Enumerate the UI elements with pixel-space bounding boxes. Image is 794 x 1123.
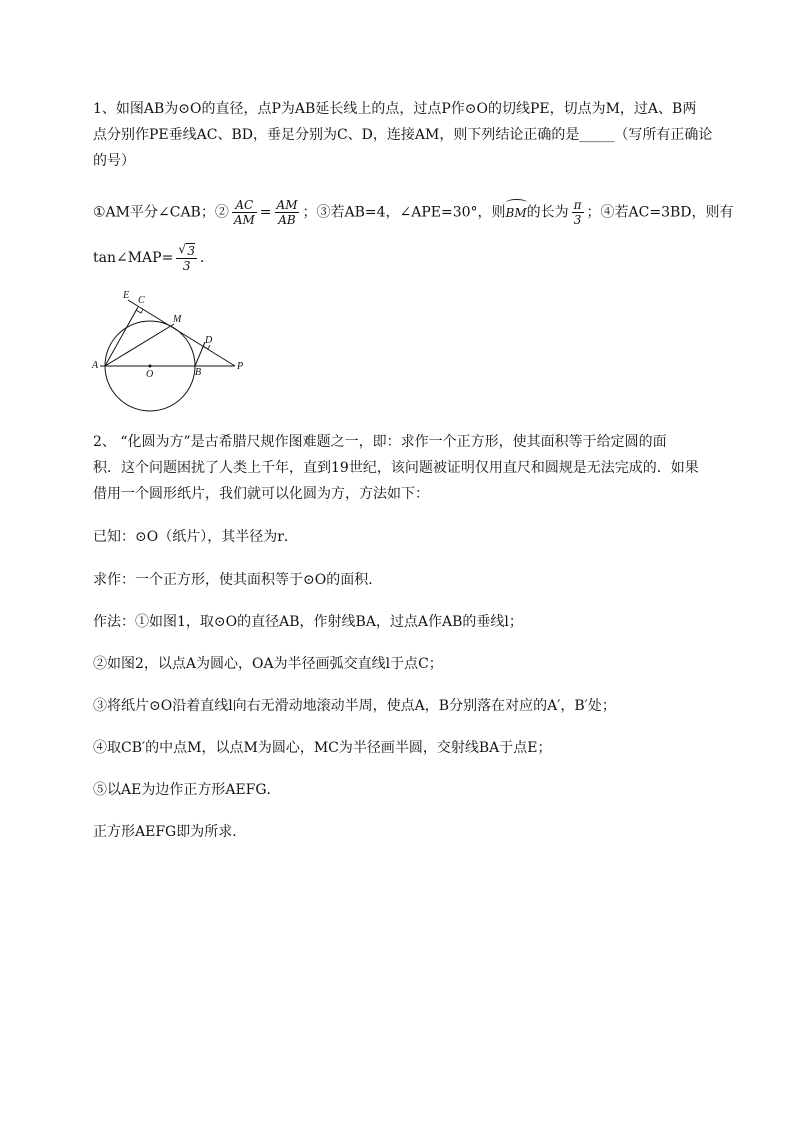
- q2-line-3: 借用一个圆形纸片，我们就可以化圆为方，方法如下：: [93, 486, 429, 502]
- label-b: B: [195, 367, 202, 378]
- q2-step-2: ②如图2，以点A为圆心，OA为半径画弧交直线l于点C；: [93, 656, 443, 672]
- tan-text: tan∠MAP=: [93, 250, 174, 266]
- q2-result: 正方形AEFG即为所求．: [93, 824, 247, 840]
- frac-numerator: AM: [276, 198, 298, 212]
- frac-denominator: AM: [233, 213, 255, 227]
- label-a: A: [92, 360, 99, 371]
- q1-option-1-text: ①AM平分∠CAB；②: [93, 204, 229, 221]
- label-o: O: [146, 369, 154, 380]
- frac-numerator: AC: [232, 198, 257, 213]
- frac-denominator: 3: [182, 259, 191, 273]
- q2-step-4: ④取CB′的中点M，以点M为圆心，MC为半径画半圆，交射线BA于点E；: [93, 740, 552, 756]
- tan-end: ．: [199, 250, 214, 266]
- label-c: C: [138, 295, 145, 306]
- line-ac: [105, 307, 138, 366]
- frac-numerator: [176, 243, 197, 259]
- line-pe: [128, 300, 235, 366]
- arc-bm-label: BM: [506, 203, 527, 223]
- q1-frac-am-ab: [275, 198, 300, 227]
- q2-step-5: ⑤以AE为边作正方形AEFG．: [93, 782, 281, 798]
- sqrt-3: √ 3: [186, 243, 195, 258]
- q2-known: 已知：⊙O（纸片），其半径为r．: [93, 529, 298, 545]
- label-d: D: [205, 335, 213, 346]
- q1-option-4-text: ；④若AC=3BD，则有: [586, 204, 734, 221]
- frac-denominator: 3: [573, 213, 582, 227]
- q1-tan-line: [93, 243, 214, 273]
- q1-geometry-figure: [88, 288, 258, 418]
- q2-ask: 求作：一个正方形，使其面积等于⊙O的面积．: [93, 572, 383, 588]
- q1-line-3: 的号）: [93, 153, 135, 169]
- frac-numerator: π: [573, 198, 582, 212]
- q1-options-line: [93, 198, 734, 227]
- equals-sign: =: [259, 204, 272, 221]
- q1-frac-sqrt3-3: [176, 243, 197, 273]
- frac-denominator: AB: [278, 213, 296, 227]
- q1-option-3-tail: 的长为: [526, 204, 569, 221]
- label-m: M: [173, 314, 182, 325]
- q2-line-1: 2、 “化圆为方”是古希腊尺规作图难题之一，即：求作一个正方形，使其面积等于给定圆的面: [93, 434, 667, 450]
- line-bd: [195, 342, 205, 366]
- label-p: P: [237, 361, 244, 372]
- q2-step-3: ③将纸片⊙O沿着直线l向右无滑动地滚动半周，使点A，B分别落在对应的A′，B′处；: [93, 698, 616, 714]
- label-e: E: [123, 290, 130, 301]
- q1-option-3-text: ；③若AB=4，∠APE=30°，则: [302, 204, 506, 221]
- line-am: [105, 324, 174, 366]
- q2-step-1: 作法：①如图1，取⊙O的直径AB，作射线BA，过点A作AB的垂线l；: [93, 614, 523, 630]
- q1-line-1: 1、如图AB为⊙O的直径，点P为AB延长线上的点，过点P作⊙O的切线PE，切点为M，过A、B两: [93, 101, 697, 117]
- q1-frac-ac-am: [232, 198, 257, 227]
- center-dot: [149, 365, 152, 368]
- q1-line-2: 点分别作PE垂线AC、BD，垂足分别为C、D，连接AM，则下列结论正确的是_____（写所有正确论: [93, 127, 713, 143]
- q2-line-2: 积．这个问题困扰了人类上千年，直到19世纪，该问题被证明仅用直尺和圆规是无法完成的．如果: [93, 460, 699, 476]
- q1-frac-pi-3: [572, 198, 584, 227]
